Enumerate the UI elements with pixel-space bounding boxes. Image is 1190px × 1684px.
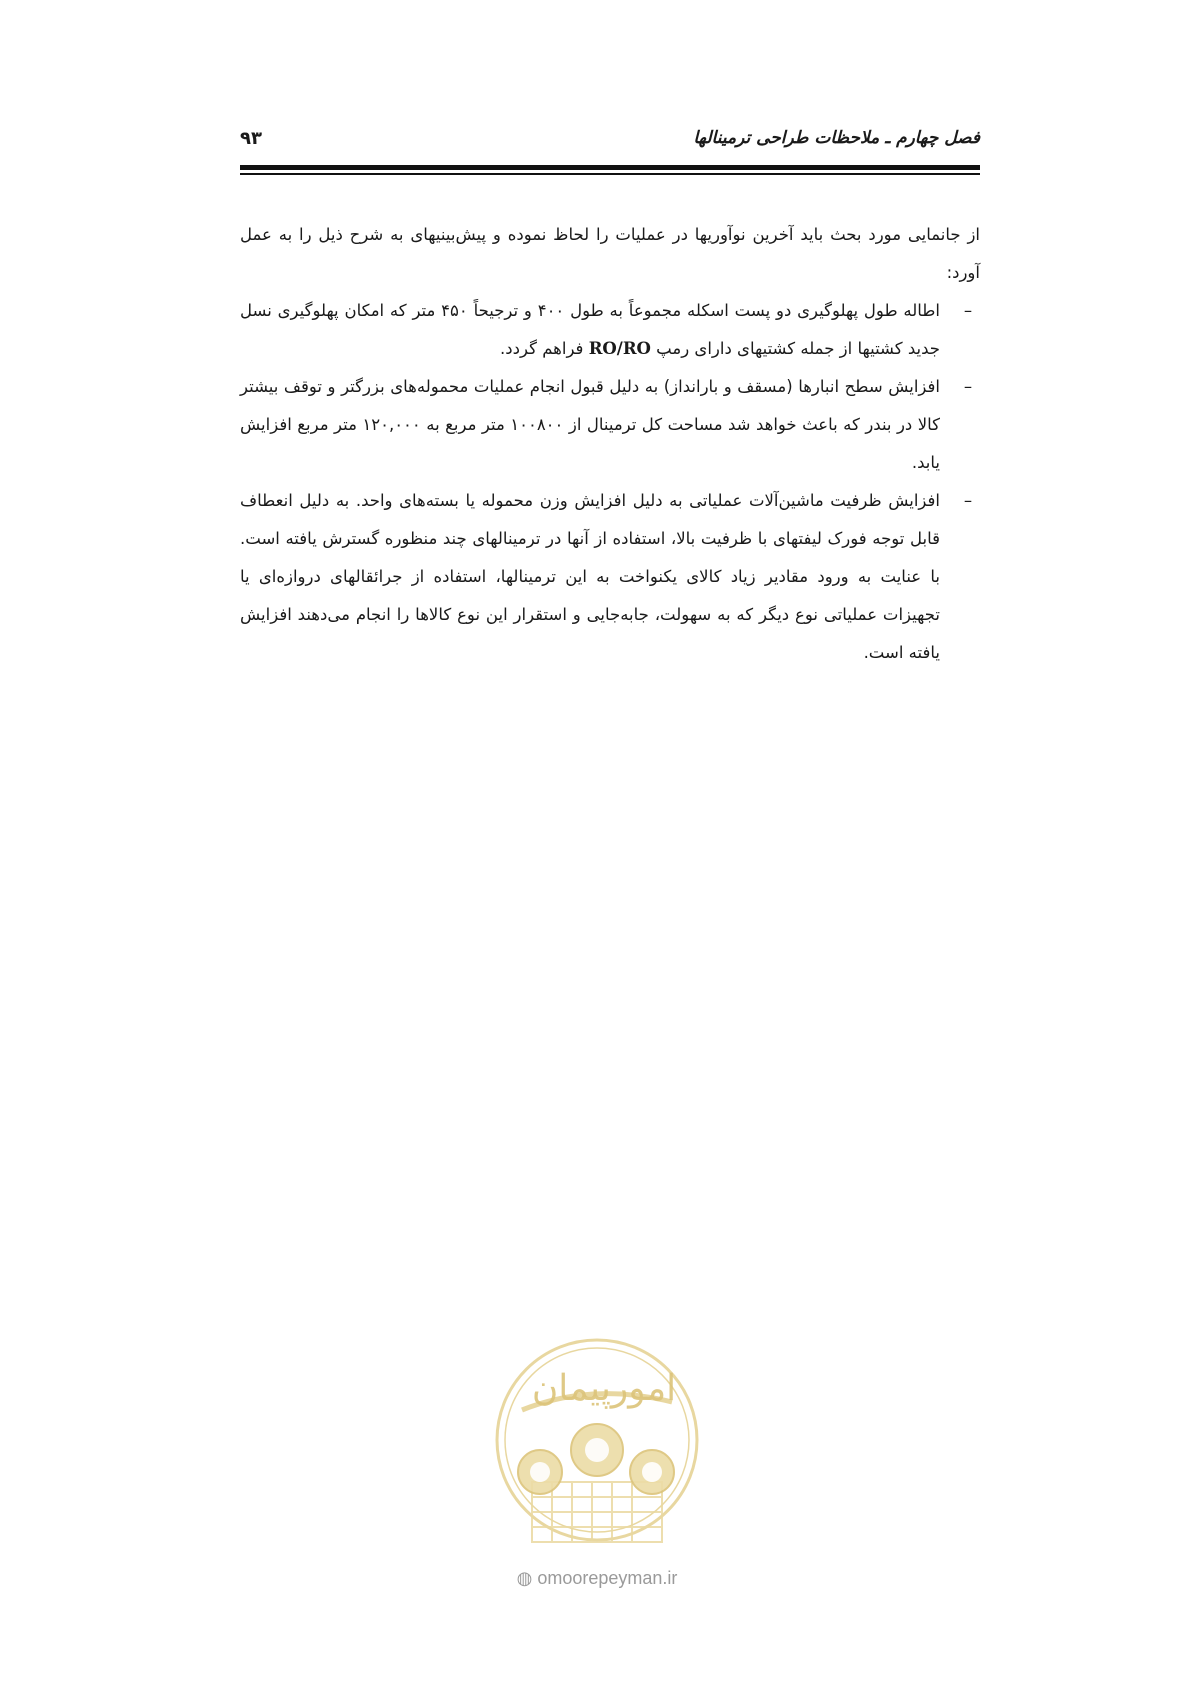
bullet-text: افزایش سطح انبارها (مسقف و بارانداز) به دلیل قبول انجام عملیات محموله‌های بزرگتر و توقف بیشتر کالا در بندر که باعث خواهد شد مساحت کل ترمینال از ۱۰۰۸۰۰ متر مربع به ۱۲۰,۰۰۰ متر مربع افزایش یابد. (240, 377, 941, 472)
dash-marker: – (963, 301, 973, 320)
header-rule-thin (240, 173, 980, 175)
watermark-logo (492, 1332, 702, 1562)
page-header (240, 128, 980, 162)
bullet-text: افزایش ظرفیت ماشین‌آلات عملیاتی به دلیل افزایش وزن محموله یا بسته‌های واحد. به دلیل انعطاف قابل توجه فورک لیفتهای با ظرفیت بالا، استفاده از آنها در ترمینالهای چند منظوره گسترش یافته است. با عنایت به ورود مقادیر زیاد کالای یکنواخت به این ترمینالها، استفاده از جرائقالهای دروازه‌ای یا تجهیزات عملیاتی نوع دیگر که به سهولت، جابه‌جایی و استقرار این نوع کالاها را انجام می‌دهند افزایش یافته است. (240, 491, 940, 662)
bullet-text-end: فراهم گردد. (500, 339, 584, 358)
bullet-text: اطاله طول پهلوگیری دو پست اسکله مجموعاً به طول ۴۰۰ و ترجیحاً ۴۵۰ متر که امکان پهلوگیری نسل جدید کشتیها از جمله کشتیهای دارای رمپ (240, 301, 940, 358)
dash-marker: – (963, 491, 973, 510)
page-number: ۹۳ (240, 128, 262, 149)
logo-emblem-icon (492, 1332, 702, 1562)
list-item (240, 482, 980, 672)
bullet-list (240, 292, 980, 672)
list-item (240, 368, 980, 482)
header-rule-thick (240, 165, 980, 170)
watermark-url-text: omoorepeyman.ir (537, 1568, 678, 1588)
logo-text: امورپیمان (531, 1368, 677, 1409)
running-title: فصل چهارم ـ ملاحظات طراحی ترمینالها (693, 128, 980, 148)
list-item (240, 292, 980, 368)
intro-paragraph: از جانمایی مورد بحث باید آخرین نوآوریها در عملیات را لحاظ نموده و پیش‌بینیهای به شرح ذیل را به عمل آورد: (240, 225, 980, 282)
dash-marker: – (963, 377, 973, 396)
watermark-url (490, 1568, 704, 1589)
body-text (240, 216, 980, 672)
globe-icon: ◍ (516, 1568, 533, 1588)
bullet-bold-term: RO/RO (588, 339, 651, 358)
